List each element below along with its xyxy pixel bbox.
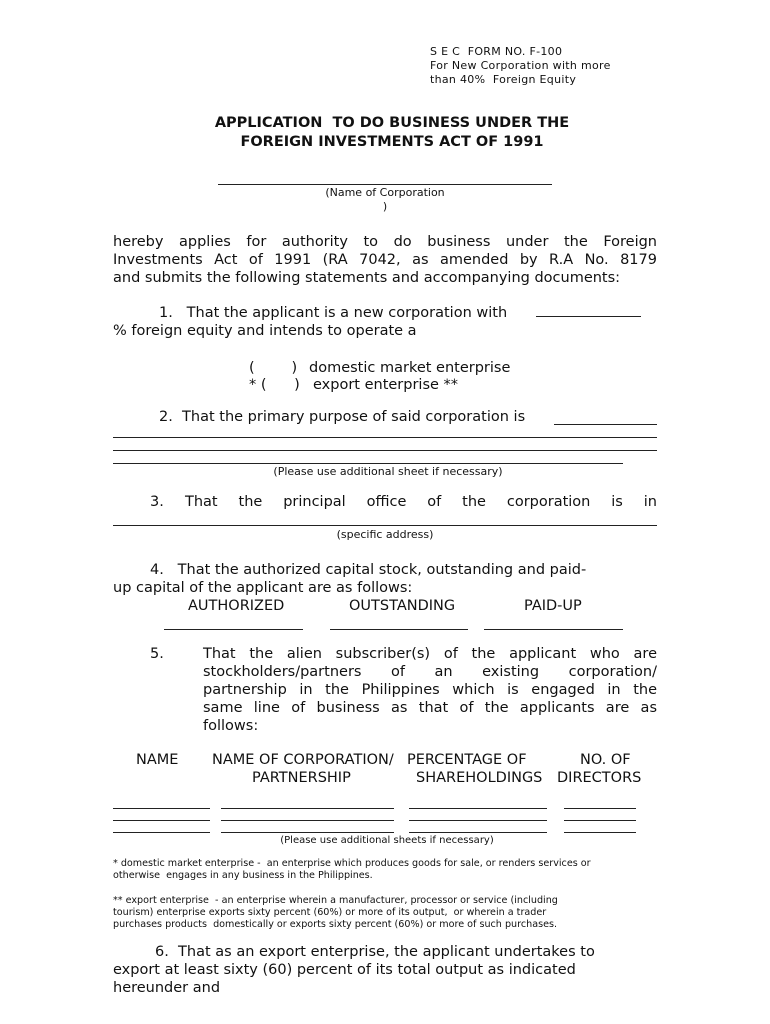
form-number: S E C FORM NO. F-100 xyxy=(430,45,563,58)
capital-col-authorized: AUTHORIZED xyxy=(188,598,285,614)
item6-line-3: hereunder and xyxy=(113,980,221,996)
item1-line-2: % foreign equity and intends to operate a xyxy=(113,323,417,339)
intro-line-1: hereby applies for authority to do business under the Foreign xyxy=(113,234,657,250)
item5-line-3: partnership in the Philippines which is engaged in the xyxy=(203,682,657,698)
export-label: export enterprise ** xyxy=(313,377,459,393)
subscriber-name-field[interactable] xyxy=(113,832,210,833)
col-header-corp-2: PARTNERSHIP xyxy=(252,770,351,786)
item5-line-5: follows: xyxy=(203,718,259,734)
capital-col-outstanding: OUTSTANDING xyxy=(349,598,456,614)
item5-line-1: That the alien subscriber(s) of the applicant who are xyxy=(203,646,657,662)
item3-word: is xyxy=(611,494,623,510)
purpose-field-2[interactable] xyxy=(113,437,657,438)
item3-word: principal xyxy=(283,494,346,510)
col-header-dir-1: NO. OF xyxy=(580,752,631,768)
subscriber-corp-field[interactable] xyxy=(221,820,394,821)
subscriber-dir-field[interactable] xyxy=(564,808,636,809)
subscriber-dir-field[interactable] xyxy=(564,820,636,821)
col-header-pct-2: SHAREHOLDINGS xyxy=(416,770,543,786)
col-header-corp-1: NAME OF CORPORATION/ xyxy=(212,752,394,768)
footnote-export-line-1: ** export enterprise - an enterprise wherein a manufacturer, processor or service (including xyxy=(113,895,558,906)
footnote-export-line-3: purchases products domestically or exports sixty percent (60%) or more of such purchases. xyxy=(113,919,558,930)
subscriber-corp-field[interactable] xyxy=(221,832,394,833)
address-field[interactable] xyxy=(113,525,657,526)
intro-paragraph xyxy=(113,233,657,287)
purpose-field-3[interactable] xyxy=(113,450,657,451)
item3-word: in xyxy=(643,494,657,510)
item4-line-2: up capital of the applicant are as follows: xyxy=(113,580,413,596)
item5-line-4: same line of business as that of the applicants are as xyxy=(203,700,657,716)
title-line-1: APPLICATION TO DO BUSINESS UNDER THE xyxy=(214,115,570,131)
item5-paragraph xyxy=(203,645,657,735)
item5-number: 5. xyxy=(150,646,164,662)
intro-line-3: and submits the following statements and accompanying documents: xyxy=(113,270,621,286)
corporation-name-caption xyxy=(218,186,552,214)
subscriber-dir-field[interactable] xyxy=(564,832,636,833)
col-header-dir-2: DIRECTORS xyxy=(557,770,642,786)
item3-word: That xyxy=(185,494,218,510)
footnote-domestic-line-1: * domestic market enterprise - an enterprise which produces goods for sale, or renders services or xyxy=(113,858,591,869)
item2-text: 2. That the primary purpose of said corporation is xyxy=(159,409,526,425)
export-checkbox[interactable]: * ( ) xyxy=(249,377,300,393)
col-header-name: NAME xyxy=(136,752,179,768)
corporation-name-field[interactable] xyxy=(218,184,552,185)
purpose-field-1[interactable] xyxy=(554,424,657,425)
item5-note: (Please use additional sheets if necessary) xyxy=(280,835,494,846)
domestic-checkbox[interactable]: ( ) xyxy=(249,360,298,376)
item3-number: 3. xyxy=(150,494,164,510)
item4-paragraph xyxy=(113,561,657,597)
subscriber-corp-field[interactable] xyxy=(221,808,394,809)
footnote-domestic-line-2: otherwise engages in any business in the Philippines. xyxy=(113,870,373,881)
item3-word: the xyxy=(462,494,486,510)
item3-text xyxy=(185,493,657,511)
form-header xyxy=(430,45,611,87)
item1-line-1: 1. That the applicant is a new corporation with xyxy=(159,305,508,321)
item6-line-2: export at least sixty (60) percent of its total output as indicated xyxy=(113,962,576,978)
caption-text-1: (Name of Corporation xyxy=(325,186,445,199)
subscriber-pct-field[interactable] xyxy=(409,820,547,821)
item6-paragraph xyxy=(113,943,657,997)
subscriber-name-field[interactable] xyxy=(113,808,210,809)
document-title xyxy=(0,114,770,152)
outstanding-field[interactable] xyxy=(330,629,468,630)
item3-word: the xyxy=(238,494,263,510)
item4-line-1: 4. That the authorized capital stock, outstanding and paid- xyxy=(150,562,587,578)
item6-line-1: 6. That as an export enterprise, the applicant undertakes to xyxy=(155,944,595,960)
caption-text-2: ) xyxy=(382,200,388,213)
col-header-pct-1: PERCENTAGE OF xyxy=(407,752,527,768)
capital-col-paidup: PAID-UP xyxy=(524,598,582,614)
title-line-2: FOREIGN INVESTMENTS ACT OF 1991 xyxy=(240,134,544,150)
item3-word: office xyxy=(366,494,407,510)
subscriber-pct-field[interactable] xyxy=(409,808,547,809)
subscriber-pct-field[interactable] xyxy=(409,832,547,833)
item3-word: corporation xyxy=(506,494,591,510)
form-for-line: For New Corporation with more xyxy=(430,59,611,72)
item2-note: (Please use additional sheet if necessary) xyxy=(273,465,503,478)
paidup-field[interactable] xyxy=(484,629,623,630)
form-equity-line: than 40% Foreign Equity xyxy=(430,73,577,86)
footnote-export-line-2: tourism) enterprise exports sixty percent (60%) or more of its output, or wherein a trader xyxy=(113,907,547,918)
purpose-field-4[interactable] xyxy=(113,463,623,464)
authorized-field[interactable] xyxy=(164,629,303,630)
item3-note: (specific address) xyxy=(336,528,434,541)
intro-line-2: Investments Act of 1991 (RA 7042, as amended by R.A No. 8179 xyxy=(113,252,657,268)
footnote-domestic xyxy=(113,858,643,882)
footnote-export xyxy=(113,895,643,931)
item5-line-2: stockholders/partners of an existing corporation/ xyxy=(203,664,657,680)
foreign-equity-field[interactable] xyxy=(536,316,641,317)
subscriber-name-field[interactable] xyxy=(113,820,210,821)
item3-word: of xyxy=(427,494,442,510)
domestic-label: domestic market enterprise xyxy=(309,360,511,376)
